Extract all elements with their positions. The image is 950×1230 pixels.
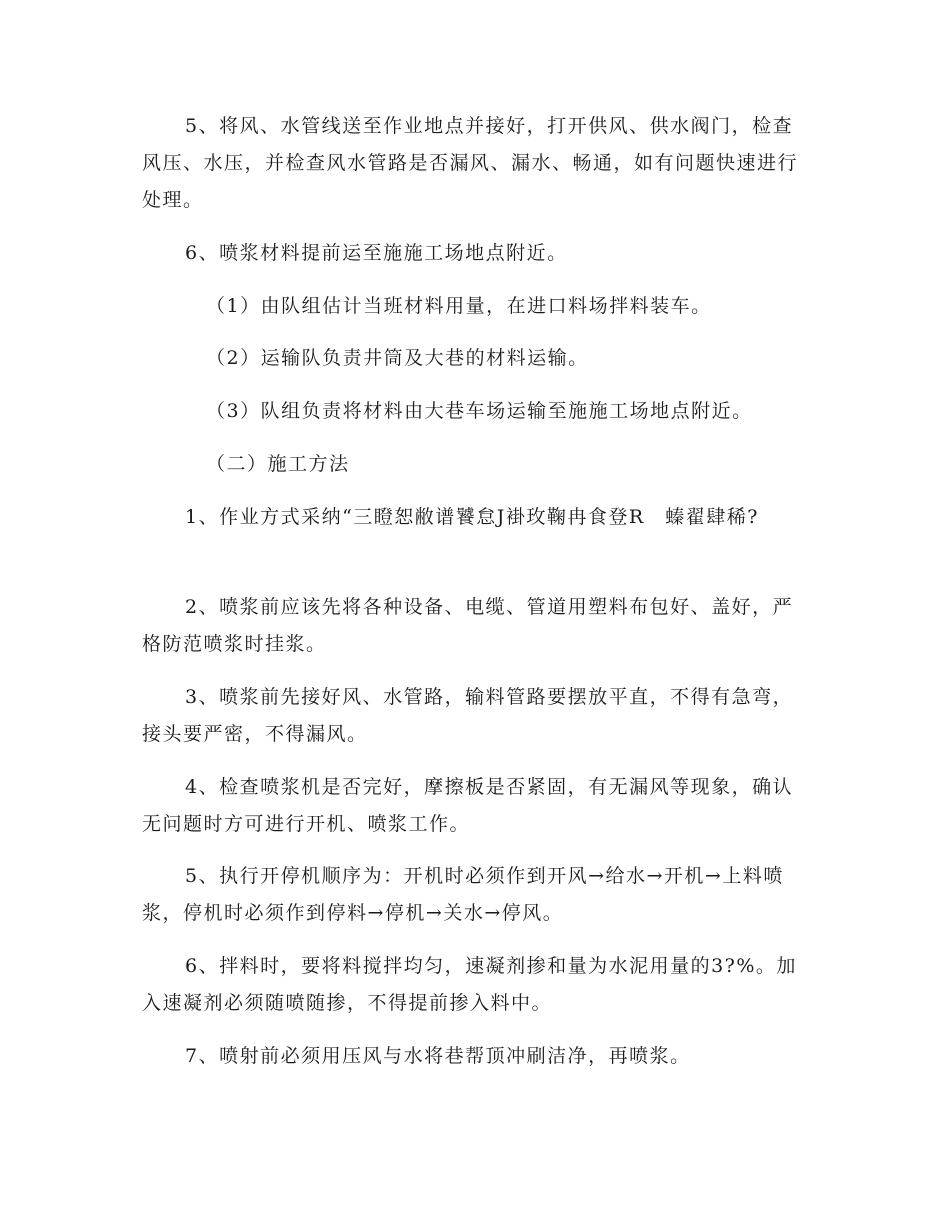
paragraph-1-operation-mode: 1、作业方式采纳“三瞪恕敝谱饕怠J褂玫鞠冉食登R 螓翟肆稀? [185, 506, 759, 528]
paragraph-5-start-stop-sequence: 5、执行开停机顺序为：开机时必须作到开风→给水→开机→上料喷浆，停机时必须作到停料→停机→关水→停风。 [142, 865, 784, 924]
sub-item-1: （1）由队组估计当班材料用量，在进口料场拌料装车。 [206, 295, 712, 317]
paragraph-5-pipelines: 5、将风、水管线送至作业地点并接好，打开供风、供水阀门，检查风压、水压，并检查风水管路是否漏风、漏水、畅通，如有问题快速进行处理。 [142, 115, 799, 211]
paragraph-3-connect-pipes: 3、喷浆前先接好风、水管路，输料管路要摆放平直，不得有急弯，接头要严密，不得漏风。 [142, 686, 794, 745]
paragraph-6-materials: 6、喷浆材料提前运至施施工场地点附近。 [185, 242, 568, 264]
sub-item-2: （2）运输队负责井筒及大巷的材料运输。 [206, 347, 589, 369]
paragraph-7-flush-before-spraying: 7、喷射前必须用压风与水将巷帮顶冲刷洁净，再喷浆。 [185, 1045, 691, 1067]
paragraph-4-check-machine: 4、检查喷浆机是否完好，摩擦板是否紧固，有无漏风等现象，确认无问题时方可进行开机、喷浆工作。 [142, 776, 794, 835]
paragraph-6-mixing: 6、拌料时，要将料搅拌均匀，速凝剂掺和量为水泥用量的3?%。加入速凝剂必须随喷随掺，不得提前掺入料中。 [142, 955, 797, 1014]
section-heading-construction-method: （二）施工方法 [206, 453, 350, 475]
sub-item-3: （3）队组负责将材料由大巷车场运输至施施工场地点附近。 [206, 400, 753, 422]
paragraph-2-cover-equipment: 2、喷浆前应该先将各种设备、电缆、管道用塑料布包好、盖好，严格防范喷浆时挂浆。 [142, 596, 794, 655]
